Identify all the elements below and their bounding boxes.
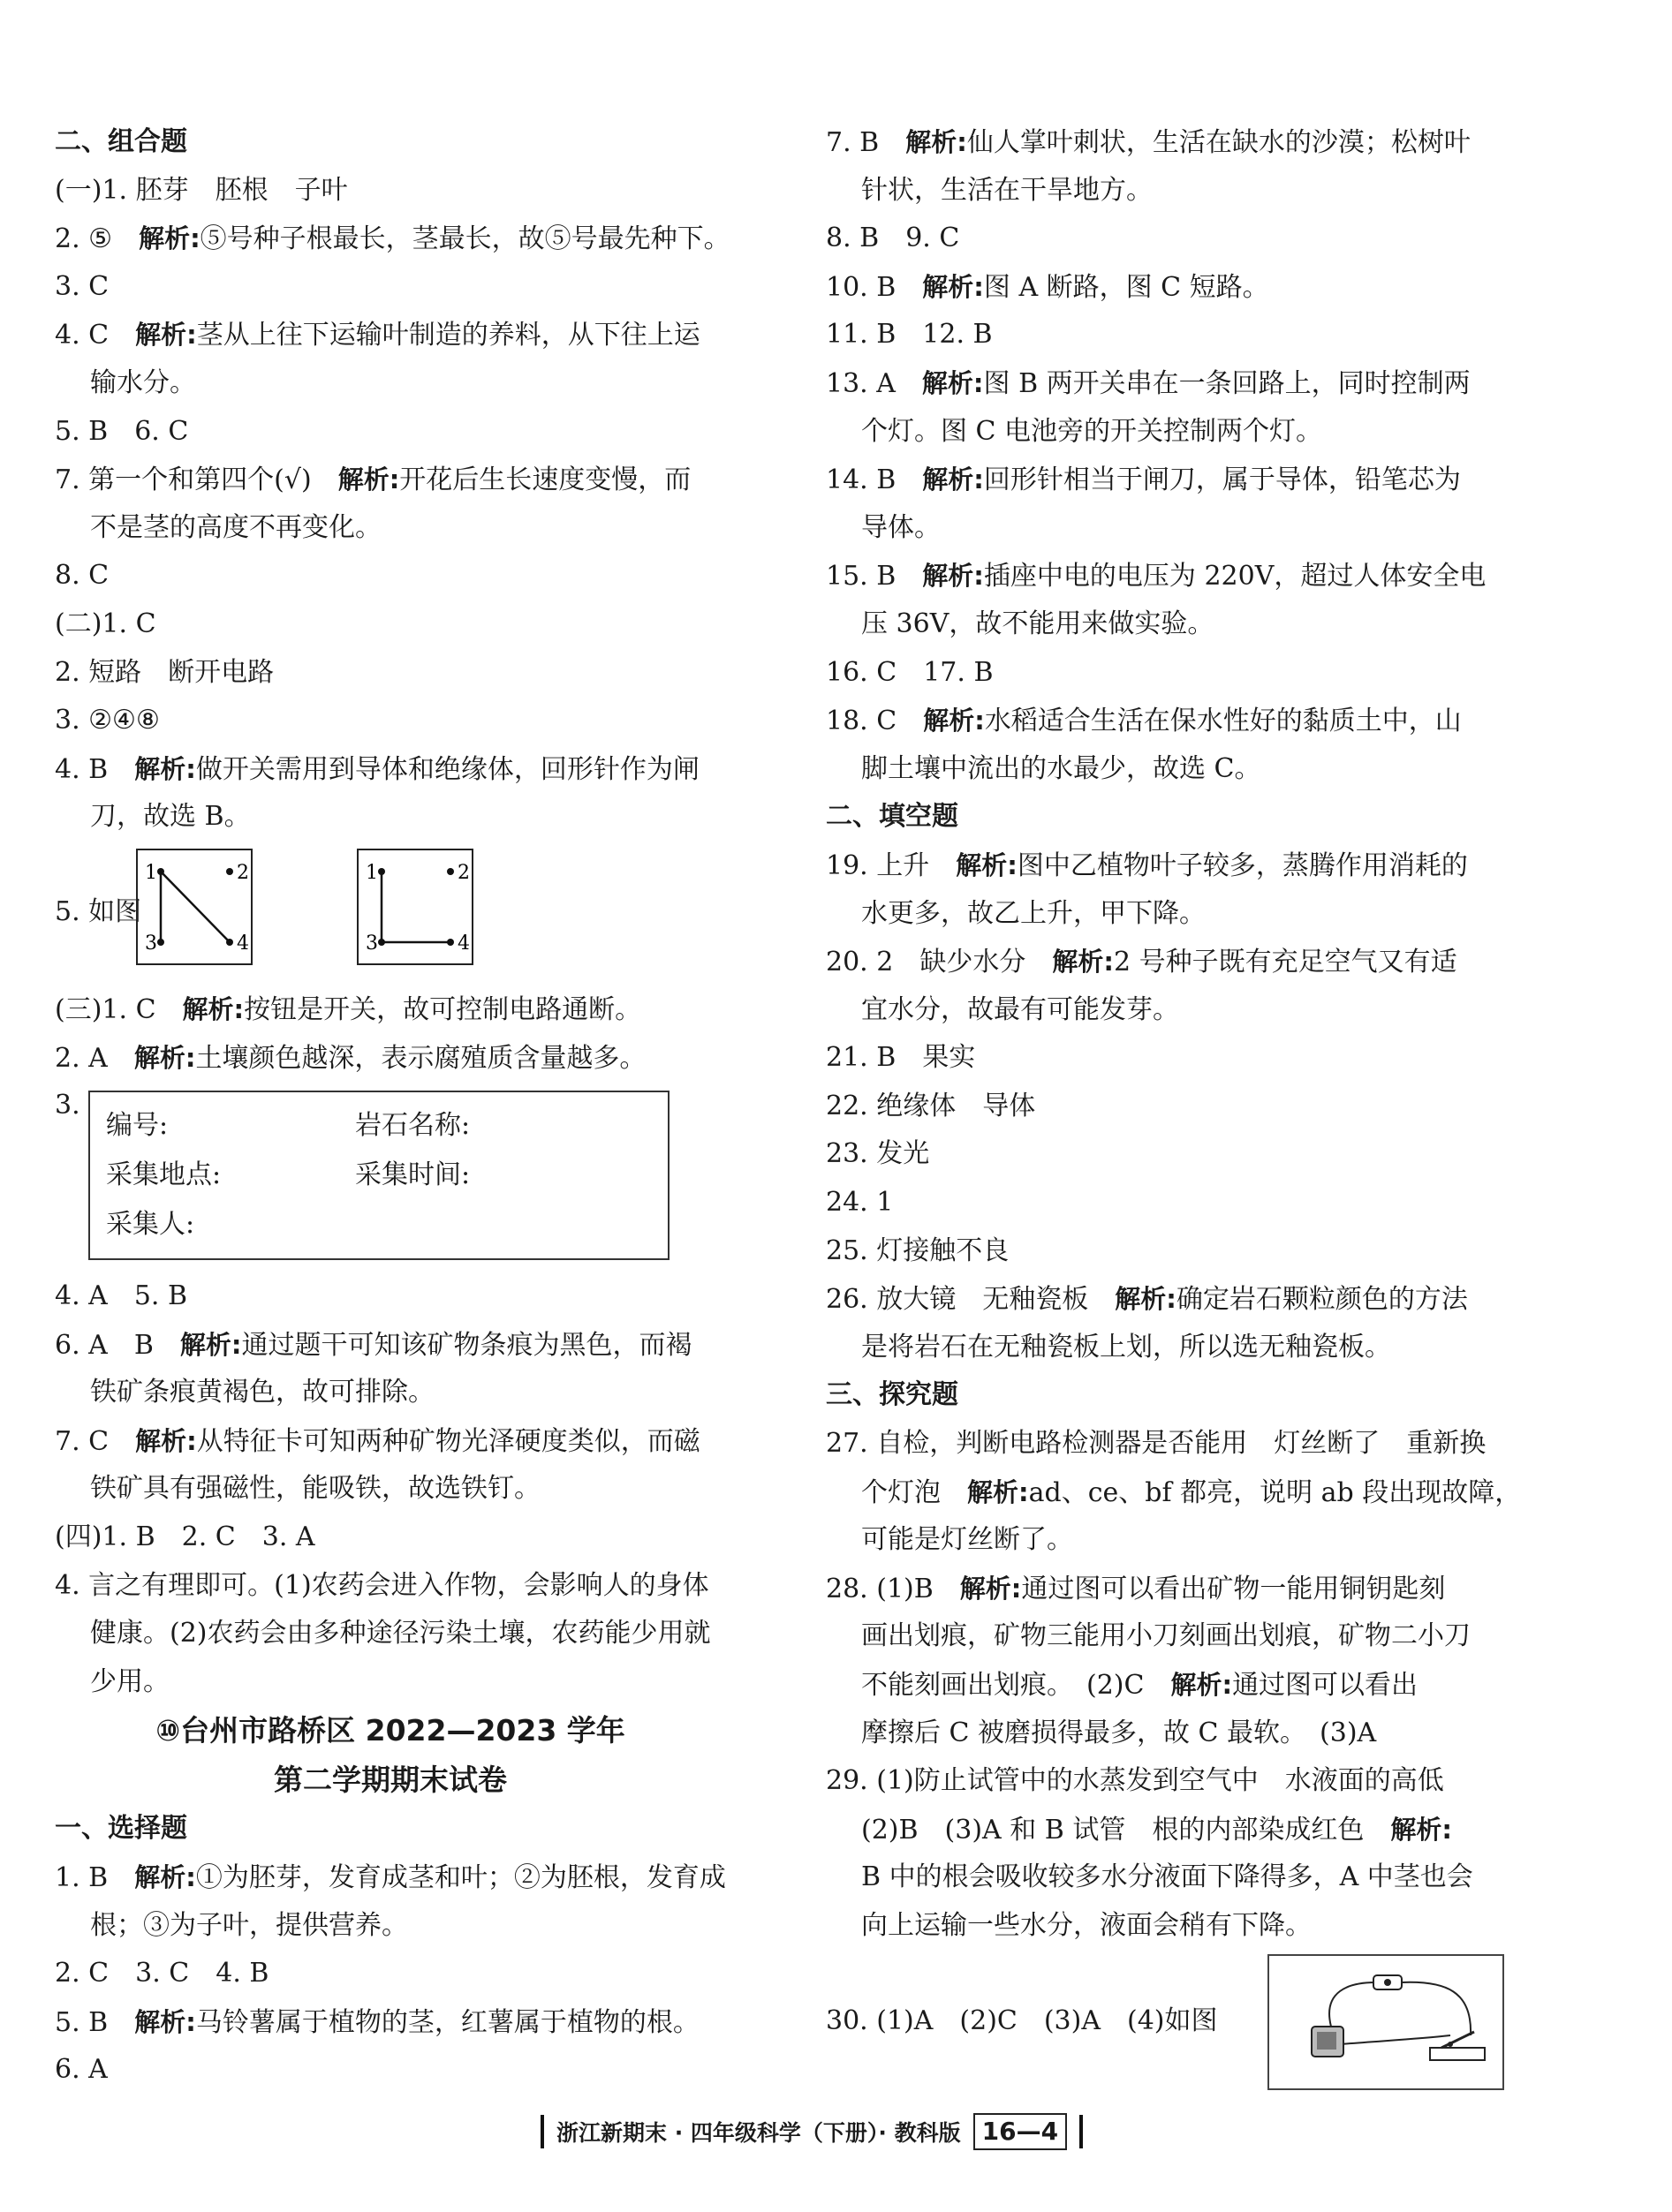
node-4: 4: [458, 932, 470, 955]
answer-line: [826, 359, 1559, 408]
rock-card-question: [55, 1082, 779, 1272]
answer-line: 29. (1)防止试管中的水蒸发到空气中 水液面的高低: [826, 1765, 1444, 1797]
right-block-1: [826, 118, 1559, 1951]
diagram-square-2: [357, 849, 473, 965]
analysis-label: 解析:: [921, 367, 984, 398]
answer-text: 2. A: [55, 1042, 134, 1074]
analysis-text: 仙人掌叶刺状，生活在缺水的沙漠；松树叶: [966, 127, 1471, 158]
diagram-label: 5. 如图: [55, 895, 142, 927]
diagram-square-1: [136, 849, 253, 965]
analysis-text: 土壤颜色越深，表示腐殖质含量越多。: [195, 1042, 647, 1074]
left-block-2: [55, 985, 779, 1082]
answer-line: 16. C 17. B: [826, 656, 994, 688]
answer-line: 画出划痕，矿物三能用小刀刻画出划痕，矿物二小刀: [861, 1620, 1471, 1652]
analysis-text: 图 A 断路，图 C 短路。: [983, 271, 1269, 303]
answer-text: 7. C: [55, 1425, 136, 1457]
answer-line: 8. B 9. C: [826, 223, 960, 254]
analysis-label: 解析:: [182, 993, 245, 1024]
answer-line: [826, 1565, 1559, 1613]
answer-text: 13. A: [826, 367, 922, 399]
answer-line: [826, 1275, 1559, 1324]
answer-text: 6. A B: [55, 1329, 180, 1361]
answer-line: 针状，生活在干旱地方。: [861, 174, 1153, 206]
answer-line: 6. A: [55, 2054, 108, 2086]
answer-text: 26. 放大镜 无釉瓷板: [826, 1284, 1116, 1316]
answer-text: 个灯泡: [861, 1476, 967, 1508]
analysis-label: 解析:: [134, 1862, 196, 1893]
answer-text: 14. B: [826, 464, 923, 496]
answer-line: 11. B 12. B: [826, 319, 993, 351]
answer-line: 二、填空题: [826, 801, 958, 833]
right-column: [826, 118, 1559, 2095]
node-2: 2: [458, 861, 470, 884]
footer-book-title: 浙江新期末 · 四年级科学（下册）· 教科版: [556, 2120, 961, 2146]
answer-line: [826, 118, 1559, 167]
answer-text: 2. ⑤: [55, 223, 140, 255]
answer-line: (四)1. B 2. C 3. A: [55, 1521, 315, 1553]
diagram-1-svg: [138, 850, 251, 963]
analysis-text: ad、ce、bf 都亮，说明 ab 段出现故障，: [1028, 1476, 1522, 1508]
answer-line: 可能是灯丝断了。: [861, 1524, 1073, 1556]
answer-text: 15. B: [826, 561, 923, 593]
answer-line: 4. A 5. B: [55, 1280, 188, 1312]
answer-line: 24. 1: [826, 1187, 894, 1219]
answer-text: (2)B (3)A 和 B 试管 根的内部染成红色: [861, 1814, 1391, 1846]
answer-line: 摩擦后 C 被磨损得最多，故 C 最软。 (3)A: [861, 1717, 1377, 1748]
left-block-3: [55, 1272, 779, 1706]
analysis-text: 确定岩石颗粒颜色的方法: [1176, 1284, 1468, 1316]
answer-line: 健康。(2)农药会由多种途径污染土壤，农药能少用就: [90, 1618, 711, 1650]
answer-text: 18. C: [826, 706, 924, 737]
rock-card: [88, 1091, 670, 1260]
answer-line: [55, 311, 779, 359]
exam-title-line-1: ⑩台州市路桥区 2022—2023 学年: [155, 1713, 625, 1748]
left-column: [55, 118, 779, 2095]
rock-card-number: 3.: [55, 1090, 80, 1121]
answer-text: 10. B: [826, 271, 923, 303]
node-1: 1: [145, 861, 157, 884]
analysis-label: 解析:: [1115, 1284, 1176, 1315]
answer-line: 3. C: [55, 270, 110, 302]
analysis-label: 解析:: [134, 753, 196, 784]
answer-text: 1. B: [55, 1862, 135, 1894]
answer-text: (三)1. C: [55, 993, 183, 1025]
left-block-1: [55, 118, 779, 842]
page-footer: [541, 2112, 1083, 2151]
answer-line: 5. B 6. C: [55, 415, 189, 447]
analysis-label: 解析:: [1170, 1670, 1233, 1700]
answer-line: 刀，故选 B。: [90, 801, 251, 833]
analysis-text: 开花后生长速度变慢，而: [399, 464, 692, 496]
answer-line: 压 36V，故不能用来做实验。: [861, 608, 1214, 639]
answer-line: 不是茎的高度不再变化。: [90, 511, 382, 543]
answer-line: 22. 绝缘体 导体: [826, 1090, 1036, 1121]
answer-line: [55, 215, 779, 263]
answer-line: [826, 1806, 1559, 1854]
answer-line: [55, 1417, 779, 1466]
answer-text: 5. B: [55, 2006, 135, 2038]
answer-line: [55, 745, 779, 794]
rock-place-label: 采集地点:: [106, 1159, 222, 1191]
analysis-label: 解析:: [923, 706, 985, 736]
analysis-text: 通过图可以看出: [1232, 1670, 1419, 1701]
circuit-svg: [1269, 1956, 1502, 2088]
answer-line: [826, 456, 1559, 504]
analysis-text: 水稻适合生活在保水性好的黏质土中，山: [984, 706, 1462, 737]
answer-line: 水更多，故乙上升，甲下降。: [861, 897, 1206, 929]
answer-line: [826, 938, 1559, 986]
analysis-label: 解析:: [1052, 947, 1114, 978]
answer-line: 个灯。图 C 电池旁的开关控制两个灯。: [861, 415, 1323, 447]
answer-text: 28. (1)B: [826, 1573, 960, 1604]
answer-line: B 中的根会吸收较多水分液面下降得多，A 中茎也会: [861, 1861, 1473, 1893]
answer-line: [55, 1853, 779, 1902]
answer-line: (一)1. 胚芽 胚根 子叶: [55, 174, 348, 206]
analysis-label: 解析:: [179, 1329, 242, 1360]
answer-text: 不能刻画出划痕。 (2)C: [861, 1670, 1171, 1701]
answer-line: 是将岩石在无釉瓷板上划，所以选无釉瓷板。: [861, 1331, 1391, 1363]
rock-id-label: 编号:: [106, 1110, 169, 1142]
analysis-text: 通过图可以看出矿物一能用铜钥匙刻: [1021, 1573, 1446, 1604]
analysis-label: 解析:: [967, 1476, 1029, 1507]
analysis-text: 马铃薯属于植物的茎，红薯属于植物的根。: [195, 2006, 700, 2038]
answer-line: [826, 552, 1559, 600]
analysis-label: 解析:: [139, 223, 200, 254]
footer-divider-right: [1079, 2115, 1083, 2148]
analysis-label: 解析:: [956, 849, 1018, 880]
exam-title-line-2: 第二学期期末试卷: [274, 1763, 507, 1798]
rock-name-label: 岩石名称:: [355, 1110, 471, 1142]
node-2: 2: [237, 861, 249, 884]
analysis-text: 插座中电的电压为 220V，超过人体安全电: [983, 561, 1487, 593]
footer-divider: [541, 2115, 544, 2148]
answer-text: 20. 2 缺少水分: [826, 947, 1053, 978]
analysis-label: 解析:: [922, 464, 984, 495]
answer-text: 7. 第一个和第四个(√): [55, 464, 338, 496]
answer-line: [55, 1998, 779, 2047]
answer-text: 7. B: [826, 127, 906, 158]
answer-line: 8. C: [55, 560, 110, 592]
answer-line: 2. C 3. C 4. B: [55, 1958, 269, 1989]
answer-line: 脚土壤中流出的水最少，故选 C。: [861, 752, 1261, 784]
answer-line: 23. 发光: [826, 1138, 930, 1170]
switch-diagrams: [55, 842, 779, 985]
answer-text: 19. 上升: [826, 849, 957, 881]
answer-line: 少用。: [90, 1665, 170, 1697]
question-30: [826, 1951, 1559, 2095]
analysis-text: ⑤号种子根最长，茎最长，故⑤号最先种下。: [200, 223, 730, 255]
answer-line: 铁矿具有强磁性，能吸铁，故选铁钉。: [90, 1473, 541, 1505]
answer-line: (二)1. C: [55, 608, 156, 639]
analysis-text: 图 B 两开关串在一条回路上，同时控制两: [983, 367, 1471, 399]
analysis-label: 解析:: [1390, 1814, 1452, 1845]
analysis-label: 解析:: [133, 1042, 196, 1073]
analysis-label: 解析:: [337, 464, 400, 495]
answer-line: [826, 697, 1559, 745]
analysis-text: ①为胚芽，发育成茎和叶；②为胚根，发育成: [195, 1862, 726, 1894]
answer-line: [826, 1468, 1559, 1517]
node-3: 3: [145, 932, 157, 955]
answer-line: 输水分。: [90, 366, 196, 398]
answer-line: 25. 灯接触不良: [826, 1234, 1010, 1266]
analysis-text: 回形针相当于闸刀，属于导体，铅笔芯为: [983, 464, 1461, 496]
analysis-label: 解析:: [135, 1425, 197, 1456]
answer-line: 根；③为子叶，提供营养。: [90, 1909, 408, 1941]
answer-line: 一、选择题: [55, 1813, 187, 1845]
analysis-label: 解析:: [135, 320, 197, 351]
answer-line: [826, 842, 1559, 890]
analysis-label: 解析:: [922, 271, 984, 302]
answer-line: [55, 985, 779, 1034]
answer-line: 向上运输一些水分，液面会稍有下降。: [861, 1909, 1312, 1941]
rock-person-label: 采集人:: [106, 1209, 195, 1241]
analysis-text: 通过题干可知该矿物条痕为黑色，而褐: [241, 1329, 692, 1361]
q30-text: 30. (1)A (2)C (3)A (4)如图: [826, 2004, 1218, 2036]
analysis-label: 解析:: [959, 1573, 1022, 1604]
answer-line: [826, 1661, 1559, 1710]
analysis-text: 2 号种子既有充足空气又有适: [1113, 947, 1457, 978]
answer-line: 27. 自检，判断电路检测器是否能用 灯丝断了 重新换: [826, 1428, 1487, 1460]
answer-line: 3. ②④⑧: [55, 705, 160, 736]
analysis-text: 从特征卡可知两种矿物光泽硬度类似，而磁: [196, 1425, 700, 1457]
node-4: 4: [237, 932, 249, 955]
answer-text: 4. B: [55, 753, 135, 785]
answer-line: 导体。: [861, 511, 941, 543]
left-block-4: [55, 1805, 779, 2095]
answer-line: 三、探究题: [826, 1379, 958, 1411]
answer-line: [55, 1034, 779, 1083]
analysis-text: 图中乙植物叶子较多，蒸腾作用消耗的: [1017, 849, 1468, 881]
answer-line: 2. 短路 断开电路: [55, 656, 275, 688]
answer-line: 二、组合题: [55, 126, 187, 157]
node-3: 3: [366, 932, 378, 955]
circuit-figure: [1267, 1954, 1504, 2090]
answer-line: 21. B 果实: [826, 1042, 976, 1074]
answer-line: 4. 言之有理即可。(1)农药会进入作物，会影响人的身体: [55, 1569, 709, 1601]
analysis-text: 做开关需用到导体和绝缘体，回形针作为闸: [195, 753, 700, 785]
analysis-text: 茎从上往下运输叶制造的养料，从下往上运: [196, 320, 700, 351]
footer-page-number: 16—4: [973, 2113, 1067, 2150]
rock-time-label: 采集时间:: [355, 1159, 471, 1191]
answer-text: 4. C: [55, 320, 136, 351]
answer-line: 铁矿条痕黄褐色，故可排除。: [90, 1377, 435, 1408]
answer-line: [55, 1321, 779, 1370]
analysis-text: 按钮是开关，故可控制电路通断。: [244, 993, 642, 1025]
node-1: 1: [366, 861, 378, 884]
answer-line: [826, 263, 1559, 312]
answer-line: 宜水分，故最有可能发芽。: [861, 993, 1179, 1025]
analysis-label: 解析:: [134, 2006, 196, 2037]
analysis-label: 解析:: [922, 561, 984, 592]
analysis-label: 解析:: [905, 127, 967, 157]
answer-line: [55, 456, 779, 504]
diagram-2-svg: [359, 850, 472, 963]
